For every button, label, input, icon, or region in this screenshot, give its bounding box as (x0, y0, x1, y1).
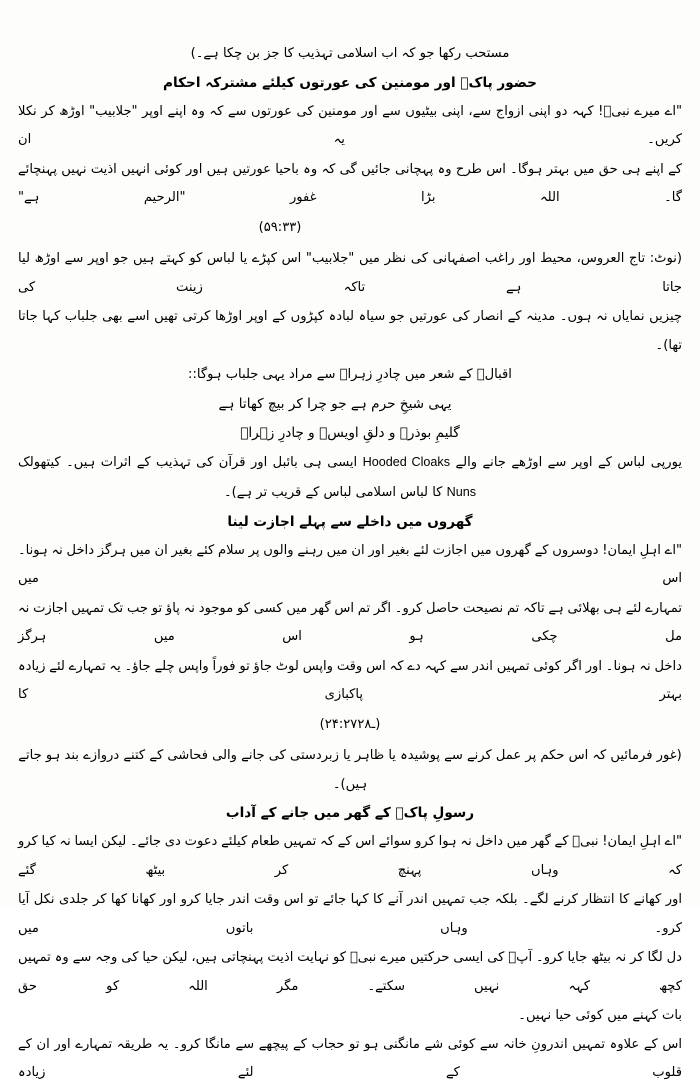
note-1-line-1: (نوٹ: تاج العروس، محیط اور راغب اصفہانی کی نظر میں "جلابیب" اس کپڑے یا لباس کو کہتے ہیں جو اوپر سے اوڑھ لیا جاتا ہے تاکہ زینت کی (18, 251, 682, 295)
couplet-line-2: گلیمِ بوذرؓ و دلقِ اویسؓ و چادرِ زہراؑ (240, 424, 460, 441)
quote-3-line-3: دل لگا کر نہ بیٹھ جایا کرو۔ آپؐ کی ایسی حرکتیں میرے نبیؐ کو نہایت اذیت پہنچاتی ہیں، لیکن حیا کی وجہ سے وہ تمہیں کچھ کہہ نہیں سکتے۔ مگر اللہ کو حق (18, 950, 682, 994)
quote-3-line-2: اور کھانے کا انتظار کرنے لگے۔ بلکہ جب تمہیں اندر آنے کا کہا جائے تو اس وقت اندر جایا کرو اور کھانا کھا کر جلدی نکل آیا کرو۔ وہاں باتوں میں (18, 892, 682, 936)
couplet-line-1: یہی شیخِ حرم ہے جو چرا کر بیچ کھاتا ہے (218, 395, 452, 412)
note-2-text-before: یورپی لباس کے اوپر سے اوڑھے جانے والے (450, 454, 682, 470)
note-2-line-1 (18, 448, 682, 478)
note-1-line-2: چیزیں نمایاں نہ ہوں۔ مدینہ کے انصار کی عورتیں جو سیاہ لبادہ کپڑوں کے اوپر اوڑھا کرتی تھیں اسے بھی جلباب کہا جاتا تھا)۔ (18, 309, 682, 353)
final-paragraph: اس کے علاوہ تمہیں اندرونِ خانہ سے کوئی شے مانگنی ہو تو حجاب کے پیچھے سے مانگا کرو۔ یہ طریقہ تمہارے اور ان کے قلوب کے لئے زیادہ (18, 1036, 682, 1080)
note-2-line-2 (18, 478, 682, 508)
note-3-line: (غور فرمائیں کہ اس حکم پر عمل کرنے سے پوشیدہ یا ظاہر یا زبردستی کی جانے والی فحاشی کے کتنے دروازے بند ہو جاتے ہیں)۔ (18, 748, 682, 792)
nuns-term: Nuns (446, 485, 476, 499)
quote-3-line-4: بات کہنے میں کوئی حیا نہیں۔ (518, 1008, 682, 1023)
note-2-line-2-text: کا لباس اسلامی لباس کے قریب تر ہے)۔ (224, 485, 447, 500)
section-heading-common-commands: حضور پاکؐ اور مومنین کی عورتوں کیلئے مشترکہ احکام (163, 74, 537, 91)
iqbal-intro-line: اقبالؔ کے شعر میں چادرِ زہراؑ سے مراد یہی جلباب ہوگا:: (188, 367, 512, 382)
quote-2-line-2: تمہارے لئے ہی بھلائی ہے تاکہ تم نصیحت حاصل کرو۔ اگر تم اس گھر میں کسی کو موجود نہ پاؤ تو جب تک تمہیں اجازت نہ مل چکی ہو اس میں ہرگز (18, 600, 682, 644)
section-heading-etiquette-prophet-house: رسولِ پاکؐ کے گھر میں جانے کے آداب (225, 805, 475, 821)
quran-reference-59-33: (۵۹:۳۳) (258, 219, 302, 235)
lead-line: مستحب رکھا جو کہ اب اسلامی تہذیب کا جز بن چکا ہے۔) (190, 46, 510, 61)
quote-1-line-1: "اے میرے نبیؐ! کہہ دو اپنی ازواج سے، اپنی بیٹیوں سے اور مومنین کی عورتوں سے کہ وہ اپنے اوپر "جلابیب" اوڑھ کر نکلا کریں۔ یہ ان (18, 103, 682, 147)
hooded-cloaks-term: Hooded Cloaks (362, 454, 450, 469)
quote-2-line-1: "اے اہلِ ایمان! دوسروں کے گھروں میں اجازت لئے بغیر اور ان میں رہنے والوں پر سلام کئے بغیر ان میں ہرگز داخل نہ ہونا۔ اس میں (18, 542, 682, 586)
quran-reference-24-27-28 (18, 711, 682, 740)
section-heading-permission-to-enter: گھروں میں داخلے سے پہلے اجازت لینا (227, 513, 473, 530)
quote-2-line-3: داخل نہ ہونا۔ اور اگر کوئی تمہیں اندر سے کہہ دے کہ اس وقت واپس لوٹ جاؤ تو فوراً واپس چلے جاؤ۔ یہ تمہارے لئے زیادہ بہتر پاکبازی کا (18, 658, 682, 702)
quran-reference-24-27-28-value: (۲۴:۲۷ـ۲۸) (319, 716, 381, 732)
quote-1-line-2: کے اپنے ہی حق میں بہتر ہوگا۔ اس طرح وہ پہچانی جائیں گی کہ وہ باحیا عورتیں ہیں اور کوئی انہیں اذیت نہیں پہنچائے گا۔ اللہ بڑا غفور "الرحیم ہے" (18, 161, 682, 205)
note-2-text-after: ایسی ہی بائبل اور قرآن کی تہذیب کے اثرات ہیں۔ کیتھولک (18, 454, 363, 470)
quote-3-line-1: "اے اہلِ ایمان! نبیؐ کے گھر میں داخل نہ ہوا کرو سوائے اس کے کہ تمہیں طعام کیلئے دعوت دی جائے۔ لیکن ایسا نہ کیا کرو کہ وہاں پہنچ کر بیٹھ گئے (18, 834, 682, 878)
document-body (18, 40, 682, 1088)
